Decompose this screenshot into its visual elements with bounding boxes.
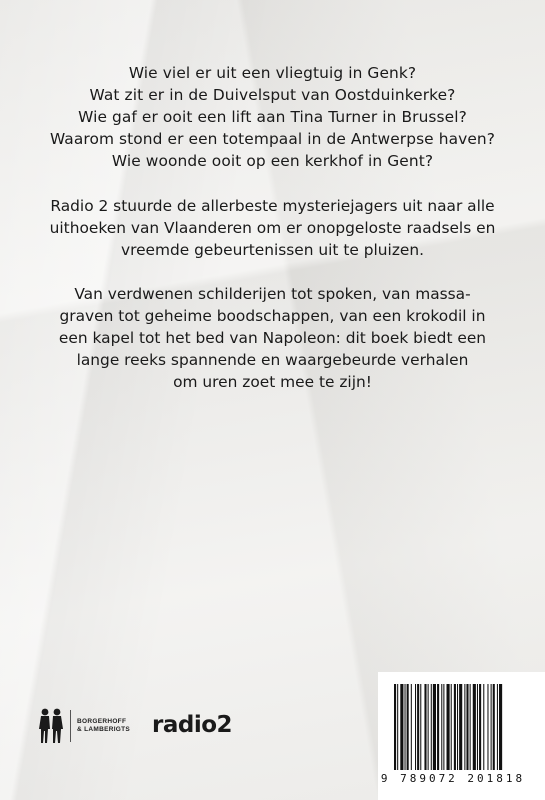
barcode-bar bbox=[466, 684, 468, 770]
barcode-bar bbox=[470, 684, 471, 770]
barcode-bar bbox=[447, 684, 450, 770]
barcode-bar bbox=[451, 684, 452, 770]
barcode-bar bbox=[405, 684, 406, 770]
barcode-bar bbox=[428, 684, 429, 770]
barcode-bar bbox=[479, 684, 481, 770]
barcode-bar bbox=[464, 684, 465, 770]
barcode-bar bbox=[441, 684, 442, 770]
barcode-bar bbox=[457, 684, 458, 770]
barcode-bar bbox=[493, 684, 495, 770]
barcode-bars bbox=[394, 684, 530, 770]
body-line: graven tot geheime boodschappen, van een krokodil in bbox=[59, 307, 486, 325]
barcode-bar bbox=[420, 684, 421, 770]
barcode-bar bbox=[415, 684, 416, 770]
publisher-divider bbox=[70, 710, 71, 742]
question-line: Wie woonde ooit op een kerkhof in Gent? bbox=[111, 152, 434, 170]
radio2-logo: radio2 bbox=[152, 712, 233, 738]
barcode bbox=[378, 672, 545, 800]
barcode-bar bbox=[400, 684, 403, 770]
barcode-bar bbox=[483, 684, 484, 770]
questions-block bbox=[0, 62, 545, 172]
barcode-bar bbox=[443, 684, 444, 770]
intro-line: vreemde gebeurtenissen uit te pluizen. bbox=[120, 241, 425, 259]
intro-line: Radio 2 stuurde de allerbeste mysteriejagers uit naar alle bbox=[50, 197, 495, 215]
barcode-bar bbox=[433, 684, 436, 770]
publisher-name-line2: & LAMBERIGTS bbox=[77, 726, 131, 733]
barcode-bar bbox=[437, 684, 439, 770]
barcode-bar bbox=[431, 684, 432, 770]
two-figures-logo-icon bbox=[36, 707, 66, 745]
question-line: Waarom stond er een totempaal in de Antwerpse haven? bbox=[49, 130, 496, 148]
barcode-bar bbox=[424, 684, 426, 770]
body-line: een kapel tot het bed van Napoleon: dit boek biedt een bbox=[58, 329, 487, 347]
publisher-logo bbox=[36, 706, 130, 746]
body-line: Van verdwenen schilderijen tot spoken, van massa- bbox=[74, 285, 471, 303]
body-line: lange reeks spannende en waargebeurde verhalen bbox=[76, 351, 469, 369]
intro-paragraph bbox=[0, 195, 545, 261]
barcode-bar bbox=[499, 684, 502, 770]
barcode-bar bbox=[417, 684, 419, 770]
barcode-bar bbox=[459, 684, 462, 770]
barcode-bar bbox=[454, 684, 456, 770]
question-line: Wie gaf er ooit een lift aan Tina Turner in Brussel? bbox=[78, 108, 467, 126]
publisher-name-line1: BORGERHOFF bbox=[77, 718, 127, 725]
barcode-bar bbox=[407, 684, 409, 770]
question-line: Wie viel er uit een vliegtuig in Genk? bbox=[128, 64, 417, 82]
barcode-bar bbox=[473, 684, 476, 770]
intro-line: uithoeken van Vlaanderen om er onopgeloste raadsels en bbox=[49, 219, 496, 237]
isbn-number: 9 789072 201818 bbox=[380, 772, 526, 785]
barcode-bar bbox=[477, 684, 478, 770]
barcode-bar bbox=[487, 684, 488, 770]
barcode-bar bbox=[397, 684, 398, 770]
body-line: om uren zoet mee te zijn! bbox=[173, 373, 372, 391]
question-line: Wat zit er in de Duivelsput van Oostduinkerke? bbox=[89, 86, 456, 104]
barcode-bar bbox=[394, 684, 396, 770]
publisher-name bbox=[77, 718, 130, 734]
barcode-bar bbox=[411, 684, 412, 770]
barcode-bar bbox=[491, 684, 492, 770]
body-paragraph bbox=[0, 283, 545, 393]
barcode-bar bbox=[497, 684, 498, 770]
